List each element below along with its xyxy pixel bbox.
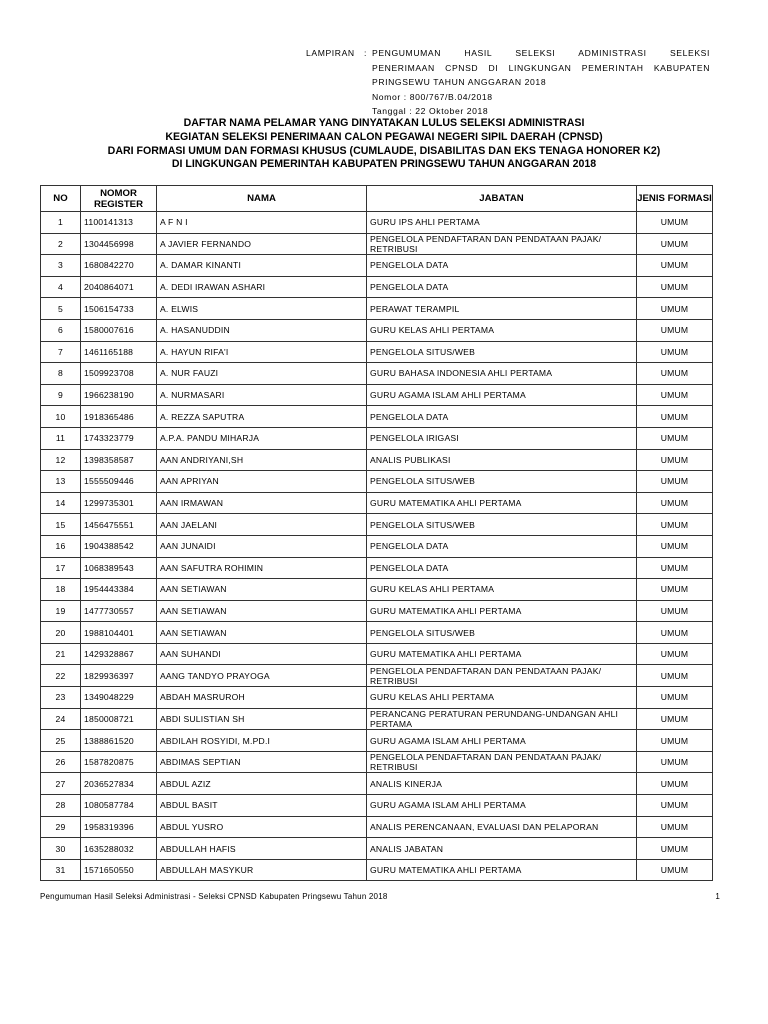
- table-row: [41, 600, 713, 622]
- table-row: [41, 751, 713, 773]
- cell-register: 2040864071: [81, 276, 157, 298]
- cell-register: 1429328867: [81, 643, 157, 665]
- cell-jabatan: PENGELOLA DATA: [367, 535, 637, 557]
- cell-nama: AANG TANDYO PRAYOGA: [157, 665, 367, 687]
- cell-no: 12: [41, 449, 81, 471]
- cell-register: 1299735301: [81, 492, 157, 514]
- cell-nama: ABDUL AZIZ: [157, 773, 367, 795]
- cell-nama: AAN SAFUTRA ROHIMIN: [157, 557, 367, 579]
- table-row: [41, 859, 713, 881]
- cell-nama: ABDIMAS SEPTIAN: [157, 751, 367, 773]
- cell-no: 10: [41, 406, 81, 428]
- cell-register: 1349048229: [81, 687, 157, 709]
- cell-jabatan: ANALIS PERENCANAAN, EVALUASI DAN PELAPORAN: [367, 816, 637, 838]
- cell-jabatan: ANALIS PUBLIKASI: [367, 449, 637, 471]
- cell-jabatan: PENGELOLA SITUS/WEB: [367, 622, 637, 644]
- title-line-2: KEGIATAN SELEKSI PENERIMAAN CALON PEGAWAI NEGERI SIPIL DAERAH (CPNSD): [165, 130, 603, 143]
- cell-formasi: UMUM: [637, 298, 713, 320]
- cell-nama: AAN ANDRIYANI,SH: [157, 449, 367, 471]
- cell-register: 1304456998: [81, 233, 157, 255]
- table-row: [41, 622, 713, 644]
- cell-register: 1506154733: [81, 298, 157, 320]
- table-row: [41, 514, 713, 536]
- table-body: [41, 212, 713, 881]
- cell-register: 1461165188: [81, 341, 157, 363]
- cell-jabatan: PENGELOLA DATA: [367, 406, 637, 428]
- table-row: [41, 730, 713, 752]
- cell-register: 1555509446: [81, 471, 157, 493]
- cell-jabatan: GURU KELAS AHLI PERTAMA: [367, 319, 637, 341]
- cell-no: 2: [41, 233, 81, 255]
- cell-register: 1918365486: [81, 406, 157, 428]
- table-row: [41, 816, 713, 838]
- cell-formasi: UMUM: [637, 363, 713, 385]
- lampiran-colon: :: [364, 48, 367, 58]
- cell-formasi: UMUM: [637, 751, 713, 773]
- cell-nama: A. DAMAR KINANTI: [157, 255, 367, 277]
- lampiran-tanggal: Tanggal : 22 Oktober 2018: [372, 106, 489, 117]
- title-line-1: DAFTAR NAMA PELAMAR YANG DINYATAKAN LULUS SELEKSI ADMINISTRASI: [183, 117, 585, 129]
- table-row: [41, 665, 713, 687]
- cell-no: 15: [41, 514, 81, 536]
- lampiran-label: LAMPIRAN: [306, 48, 355, 58]
- cell-jabatan: PENGELOLA SITUS/WEB: [367, 341, 637, 363]
- cell-no: 16: [41, 535, 81, 557]
- cell-register: 1988104401: [81, 622, 157, 644]
- cell-nama: A JAVIER FERNANDO: [157, 233, 367, 255]
- cell-register: 1388861520: [81, 730, 157, 752]
- cell-formasi: UMUM: [637, 557, 713, 579]
- cell-nama: ABDAH MASRUROH: [157, 687, 367, 709]
- applicant-table: [40, 185, 713, 881]
- lampiran-nomor: Nomor : 800/767/B.04/2018: [372, 91, 493, 102]
- cell-no: 18: [41, 579, 81, 601]
- cell-formasi: UMUM: [637, 795, 713, 817]
- cell-nama: A F N I: [157, 212, 367, 234]
- lampiran-header: [306, 46, 710, 119]
- cell-no: 11: [41, 427, 81, 449]
- table-row: [41, 319, 713, 341]
- cell-no: 29: [41, 816, 81, 838]
- table-row: [41, 449, 713, 471]
- table-row: [41, 255, 713, 277]
- cell-register: 1080587784: [81, 795, 157, 817]
- cell-no: 5: [41, 298, 81, 320]
- cell-nama: A. ELWIS: [157, 298, 367, 320]
- cell-no: 19: [41, 600, 81, 622]
- page-number: 1: [715, 892, 720, 901]
- cell-nama: ABDULLAH HAFIS: [157, 838, 367, 860]
- cell-formasi: UMUM: [637, 255, 713, 277]
- cell-nama: A. HAYUN RIFA'I: [157, 341, 367, 363]
- cell-formasi: UMUM: [637, 341, 713, 363]
- cell-formasi: UMUM: [637, 730, 713, 752]
- cell-register: 1587820875: [81, 751, 157, 773]
- cell-jabatan: ANALIS KINERJA: [367, 773, 637, 795]
- cell-register: 1580007616: [81, 319, 157, 341]
- cell-nama: A. HASANUDDIN: [157, 319, 367, 341]
- cell-jabatan: PENGELOLA SITUS/WEB: [367, 471, 637, 493]
- cell-jabatan: GURU KELAS AHLI PERTAMA: [367, 579, 637, 601]
- cell-no: 6: [41, 319, 81, 341]
- cell-no: 25: [41, 730, 81, 752]
- cell-jabatan: PENGELOLA DATA: [367, 276, 637, 298]
- cell-formasi: UMUM: [637, 449, 713, 471]
- cell-jabatan: GURU AGAMA ISLAM AHLI PERTAMA: [367, 384, 637, 406]
- cell-formasi: UMUM: [637, 622, 713, 644]
- cell-no: 26: [41, 751, 81, 773]
- cell-formasi: UMUM: [637, 406, 713, 428]
- cell-formasi: UMUM: [637, 643, 713, 665]
- cell-register: 1680842270: [81, 255, 157, 277]
- table-row: [41, 492, 713, 514]
- lampiran-line-3: PRINGSEWU TAHUN ANGGARAN 2018: [372, 77, 547, 88]
- cell-formasi: UMUM: [637, 492, 713, 514]
- document-title: [0, 117, 768, 172]
- cell-jabatan: GURU AGAMA ISLAM AHLI PERTAMA: [367, 795, 637, 817]
- cell-jabatan: PENGELOLA PENDAFTARAN DAN PENDATAAN PAJAK/ RETRIBUSI: [367, 233, 637, 255]
- table-row: [41, 363, 713, 385]
- cell-no: 31: [41, 859, 81, 881]
- cell-formasi: UMUM: [637, 816, 713, 838]
- cell-no: 30: [41, 838, 81, 860]
- page-footer: [40, 892, 720, 901]
- cell-no: 17: [41, 557, 81, 579]
- cell-register: 1966238190: [81, 384, 157, 406]
- table-row: [41, 427, 713, 449]
- cell-formasi: UMUM: [637, 708, 713, 730]
- cell-register: 1904388542: [81, 535, 157, 557]
- cell-jabatan: PENGELOLA DATA: [367, 557, 637, 579]
- footer-text: Pengumuman Hasil Seleksi Administrasi - Seleksi CPNSD Kabupaten Pringsewu Tahun 2018: [40, 892, 388, 901]
- cell-jabatan: GURU MATEMATIKA AHLI PERTAMA: [367, 859, 637, 881]
- cell-formasi: UMUM: [637, 276, 713, 298]
- cell-formasi: UMUM: [637, 773, 713, 795]
- cell-register: 1829936397: [81, 665, 157, 687]
- title-line-4: DI LINGKUNGAN PEMERINTAH KABUPATEN PRINGSEWU TAHUN ANGGARAN 2018: [171, 158, 597, 171]
- cell-no: 8: [41, 363, 81, 385]
- cell-nama: AAN SETIAWAN: [157, 622, 367, 644]
- cell-nama: ABDULLAH MASYKUR: [157, 859, 367, 881]
- cell-jabatan: GURU MATEMATIKA AHLI PERTAMA: [367, 643, 637, 665]
- cell-jabatan: PERAWAT TERAMPIL: [367, 298, 637, 320]
- cell-formasi: UMUM: [637, 514, 713, 536]
- cell-nama: A. DEDI IRAWAN ASHARI: [157, 276, 367, 298]
- cell-no: 4: [41, 276, 81, 298]
- cell-nama: AAN IRMAWAN: [157, 492, 367, 514]
- cell-no: 20: [41, 622, 81, 644]
- cell-no: 13: [41, 471, 81, 493]
- cell-register: 1398358587: [81, 449, 157, 471]
- cell-jabatan: PENGELOLA PENDAFTARAN DAN PENDATAAN PAJAK/ RETRIBUSI: [367, 665, 637, 687]
- title-line-3: DARI FORMASI UMUM DAN FORMASI KHUSUS (CUMLAUDE, DISABILITAS DAN EKS TENAGA HONORER K2): [107, 144, 661, 157]
- cell-formasi: UMUM: [637, 665, 713, 687]
- table-row: [41, 341, 713, 363]
- cell-nama: AAN SUHANDI: [157, 643, 367, 665]
- cell-nama: AAN APRIYAN: [157, 471, 367, 493]
- cell-nama: AAN SETIAWAN: [157, 579, 367, 601]
- table-row: [41, 708, 713, 730]
- cell-formasi: UMUM: [637, 212, 713, 234]
- cell-no: 3: [41, 255, 81, 277]
- cell-jabatan: GURU IPS AHLI PERTAMA: [367, 212, 637, 234]
- lampiran-line-2: PENERIMAAN CPNSD DI LINGKUNGAN PEMERINTAH KABUPATEN: [372, 62, 710, 73]
- cell-jabatan: ANALIS JABATAN: [367, 838, 637, 860]
- cell-jabatan: GURU BAHASA INDONESIA AHLI PERTAMA: [367, 363, 637, 385]
- cell-register: 1509923708: [81, 363, 157, 385]
- cell-jabatan: GURU AGAMA ISLAM AHLI PERTAMA: [367, 730, 637, 752]
- cell-jabatan: PENGELOLA IRIGASI: [367, 427, 637, 449]
- cell-no: 23: [41, 687, 81, 709]
- cell-register: 1100141313: [81, 212, 157, 234]
- cell-formasi: UMUM: [637, 233, 713, 255]
- cell-jabatan: PENGELOLA DATA: [367, 255, 637, 277]
- table-row: [41, 212, 713, 234]
- cell-formasi: UMUM: [637, 535, 713, 557]
- header-nama: NAMA: [157, 186, 367, 212]
- table-row: [41, 535, 713, 557]
- table-row: [41, 557, 713, 579]
- table-row: [41, 298, 713, 320]
- cell-register: 1068389543: [81, 557, 157, 579]
- cell-nama: ABDUL YUSRO: [157, 816, 367, 838]
- cell-jabatan: GURU MATEMATIKA AHLI PERTAMA: [367, 492, 637, 514]
- cell-nama: ABDUL BASIT: [157, 795, 367, 817]
- cell-no: 1: [41, 212, 81, 234]
- table-row: [41, 276, 713, 298]
- table-row: [41, 773, 713, 795]
- header-formasi: JENIS FORMASI: [637, 186, 713, 212]
- cell-no: 22: [41, 665, 81, 687]
- cell-formasi: UMUM: [637, 471, 713, 493]
- cell-nama: AAN JAELANI: [157, 514, 367, 536]
- cell-register: 1743323779: [81, 427, 157, 449]
- cell-jabatan: GURU MATEMATIKA AHLI PERTAMA: [367, 600, 637, 622]
- header-register: NOMOR REGISTER: [81, 186, 157, 212]
- cell-formasi: UMUM: [637, 319, 713, 341]
- cell-register: 1850008721: [81, 708, 157, 730]
- cell-nama: A.P.A. PANDU MIHARJA: [157, 427, 367, 449]
- header-no: NO: [41, 186, 81, 212]
- table-row: [41, 406, 713, 428]
- cell-nama: AAN JUNAIDI: [157, 535, 367, 557]
- cell-formasi: UMUM: [637, 859, 713, 881]
- cell-jabatan: PENGELOLA SITUS/WEB: [367, 514, 637, 536]
- cell-formasi: UMUM: [637, 600, 713, 622]
- cell-nama: A. REZZA SAPUTRA: [157, 406, 367, 428]
- cell-formasi: UMUM: [637, 838, 713, 860]
- cell-no: 28: [41, 795, 81, 817]
- cell-nama: ABDILAH ROSYIDI, M.PD.I: [157, 730, 367, 752]
- table-row: [41, 471, 713, 493]
- cell-formasi: UMUM: [637, 384, 713, 406]
- cell-no: 24: [41, 708, 81, 730]
- cell-jabatan: GURU KELAS AHLI PERTAMA: [367, 687, 637, 709]
- cell-no: 14: [41, 492, 81, 514]
- table-row: [41, 384, 713, 406]
- cell-register: 1635288032: [81, 838, 157, 860]
- table-row: [41, 795, 713, 817]
- cell-no: 7: [41, 341, 81, 363]
- cell-register: 1571650550: [81, 859, 157, 881]
- table-row: [41, 838, 713, 860]
- cell-formasi: UMUM: [637, 579, 713, 601]
- cell-formasi: UMUM: [637, 427, 713, 449]
- cell-nama: A. NUR FAUZI: [157, 363, 367, 385]
- cell-no: 27: [41, 773, 81, 795]
- cell-nama: AAN SETIAWAN: [157, 600, 367, 622]
- cell-nama: ABDI SULISTIAN SH: [157, 708, 367, 730]
- lampiran-line-1: PENGUMUMAN HASIL SELEKSI ADMINISTRASI SELEKSI: [372, 48, 710, 58]
- cell-jabatan: PENGELOLA PENDAFTARAN DAN PENDATAAN PAJAK/ RETRIBUSI: [367, 751, 637, 773]
- table-row: [41, 579, 713, 601]
- table-row: [41, 687, 713, 709]
- header-jabatan: JABATAN: [367, 186, 637, 212]
- table-row: [41, 233, 713, 255]
- cell-register: 1477730557: [81, 600, 157, 622]
- cell-jabatan: PERANCANG PERATURAN PERUNDANG-UNDANGAN AHLI PERTAMA: [367, 708, 637, 730]
- cell-register: 1958319396: [81, 816, 157, 838]
- table-header-row: [41, 186, 713, 212]
- cell-nama: A. NURMASARI: [157, 384, 367, 406]
- cell-formasi: UMUM: [637, 687, 713, 709]
- cell-register: 1456475551: [81, 514, 157, 536]
- table-row: [41, 643, 713, 665]
- cell-no: 21: [41, 643, 81, 665]
- cell-register: 2036527834: [81, 773, 157, 795]
- cell-no: 9: [41, 384, 81, 406]
- cell-register: 1954443384: [81, 579, 157, 601]
